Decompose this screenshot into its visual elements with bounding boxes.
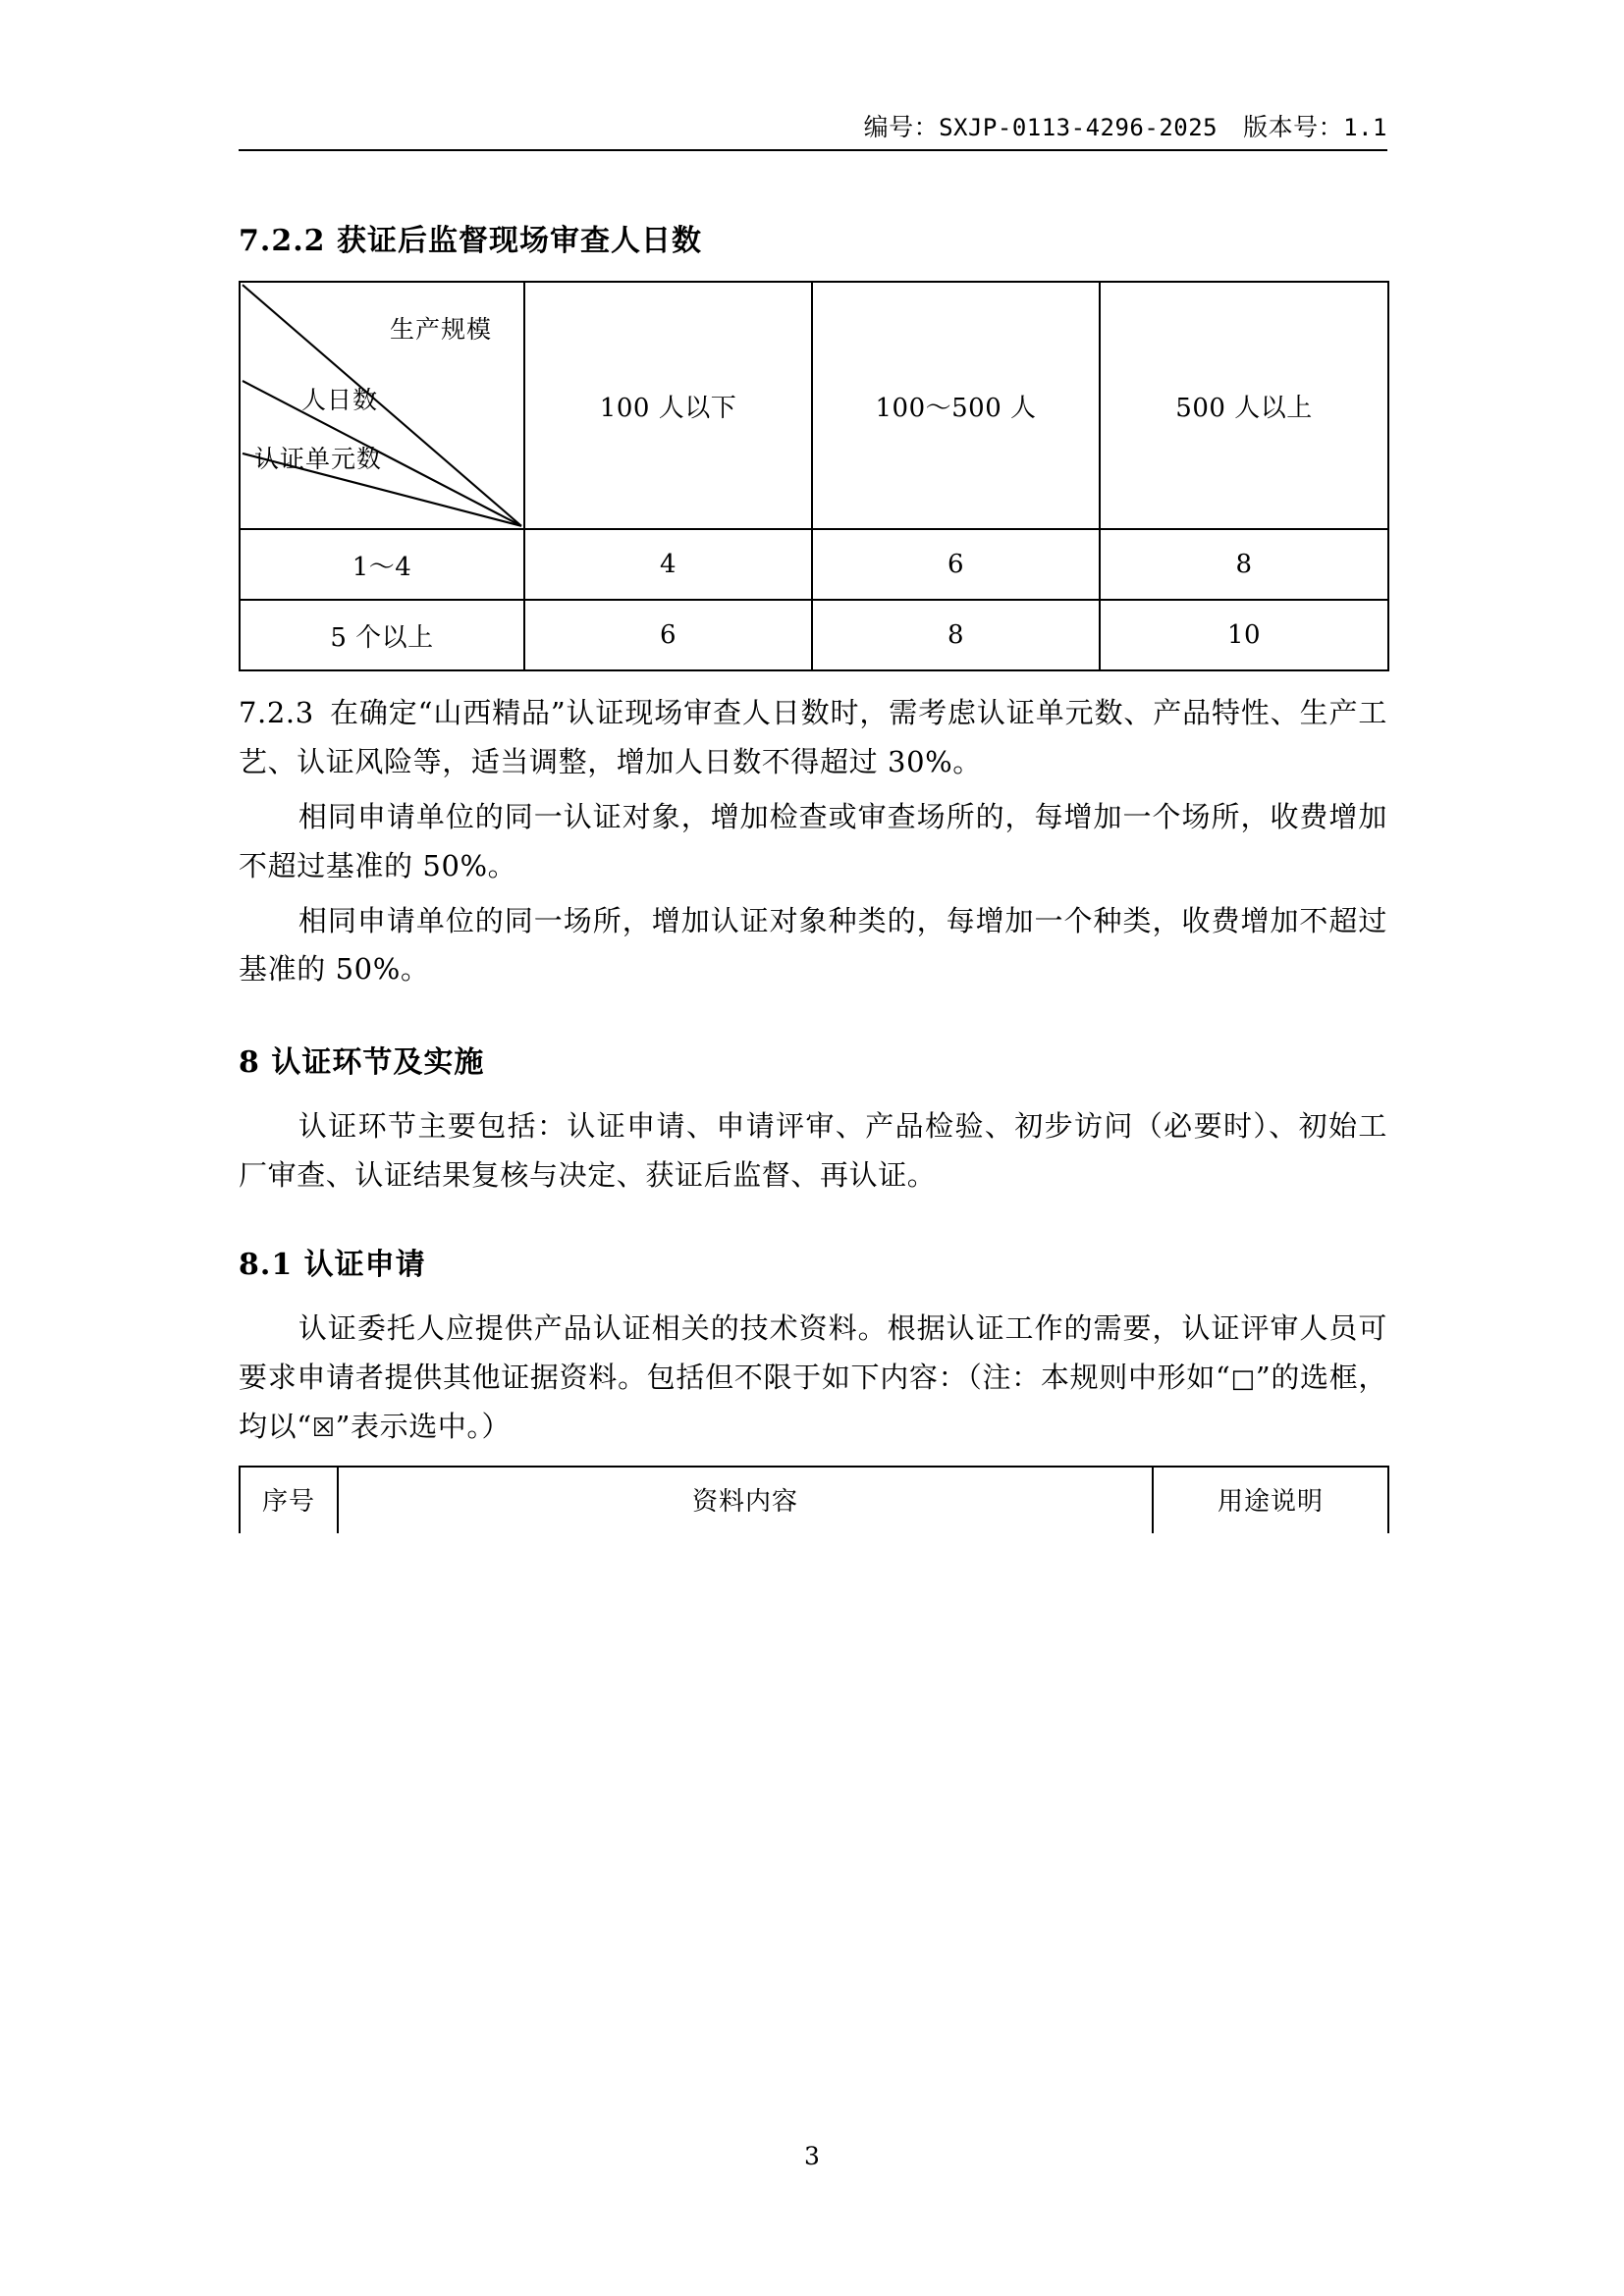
paragraph-number: 7.2.3 <box>239 696 314 729</box>
header-version-label: 版本号： <box>1243 113 1344 141</box>
section-heading-8-1: 8.1 认证申请 <box>239 1248 426 1282</box>
paragraph-text: 在确定“山西精品”认证现场审查人日数时，需考虑认证单元数、产品特性、生产工艺、认证风险等，适当调整，增加人日数不得超过 30%。 <box>239 696 1387 778</box>
table-column-header: 资料内容 <box>338 1467 1153 1533</box>
table-row-label: 1～4 <box>240 529 524 600</box>
checked-checkbox-icon: ☒ <box>311 1413 336 1443</box>
table-cell: 6 <box>812 529 1100 600</box>
page-header <box>239 108 1387 143</box>
header-version-value: 1.1 <box>1343 114 1387 141</box>
table-column-header: 100～500 人 <box>812 282 1100 529</box>
table-cell: 4 <box>524 529 812 600</box>
paragraph-text-part3: ”表示选中。） <box>335 1409 512 1443</box>
table-header-corner-cell <box>240 282 524 529</box>
section-heading-7-2-2: 7.2.2 获证后监督现场审查人日数 <box>239 224 702 258</box>
paragraph-text-part2: ”的选框，均以“ <box>239 1360 1388 1443</box>
table-required-documents <box>239 1466 1389 1533</box>
page-number: 3 <box>804 2142 820 2170</box>
empty-checkbox-icon: □ <box>1230 1363 1256 1394</box>
table-cell: 8 <box>1100 529 1388 600</box>
table-column-header: 100 人以下 <box>524 282 812 529</box>
paragraph-8-1-intro <box>239 1305 1387 1452</box>
paragraph-7-2-4: 相同申请单位的同一认证对象，增加检查或审查场所的，每增加一个场所，收费增加不超过基准的 50%。 <box>239 799 1387 882</box>
header-code-value: SXJP-0113-4296-2025 <box>939 114 1218 141</box>
document-content <box>239 187 1387 1533</box>
paragraph-7-2-5: 相同申请单位的同一场所，增加认证对象种类的，每增加一个种类，收费增加不超过基准的 50%。 <box>239 903 1387 987</box>
corner-label-scale: 生产规模 <box>389 315 492 344</box>
table-column-header: 500 人以上 <box>1100 282 1388 529</box>
table-column-header: 用途说明 <box>1153 1467 1388 1533</box>
paragraph-text-part1: 认证委托人应提供产品认证相关的技术资料。根据认证工作的需要，认证评审人员可要求申请者提供其他证据资料。包括但不限于如下内容：（注：本规则中形如“ <box>239 1311 1387 1394</box>
table-row <box>240 529 1388 600</box>
table-column-header: 序号 <box>240 1467 338 1533</box>
paragraph-7-2-3 <box>239 689 1387 787</box>
header-code-label: 编号： <box>863 113 940 141</box>
header-divider <box>239 149 1387 151</box>
corner-label-mandays: 人日数 <box>301 386 379 414</box>
corner-label-units: 认证单元数 <box>254 445 383 473</box>
table-cell: 6 <box>524 600 812 670</box>
table-row-label: 5 个以上 <box>240 600 524 670</box>
table-cell: 8 <box>812 600 1100 670</box>
table-header-row <box>240 1467 1388 1533</box>
table-cell: 10 <box>1100 600 1388 670</box>
table-row <box>240 600 1388 670</box>
table-audit-man-days <box>239 281 1389 671</box>
section-heading-8: 8 认证环节及实施 <box>239 1045 485 1081</box>
paragraph-8-intro: 认证环节主要包括：认证申请、申请评审、产品检验、初步访问（必要时）、初始工厂审查、认证结果复核与决定、获证后监督、再认证。 <box>239 1109 1387 1193</box>
